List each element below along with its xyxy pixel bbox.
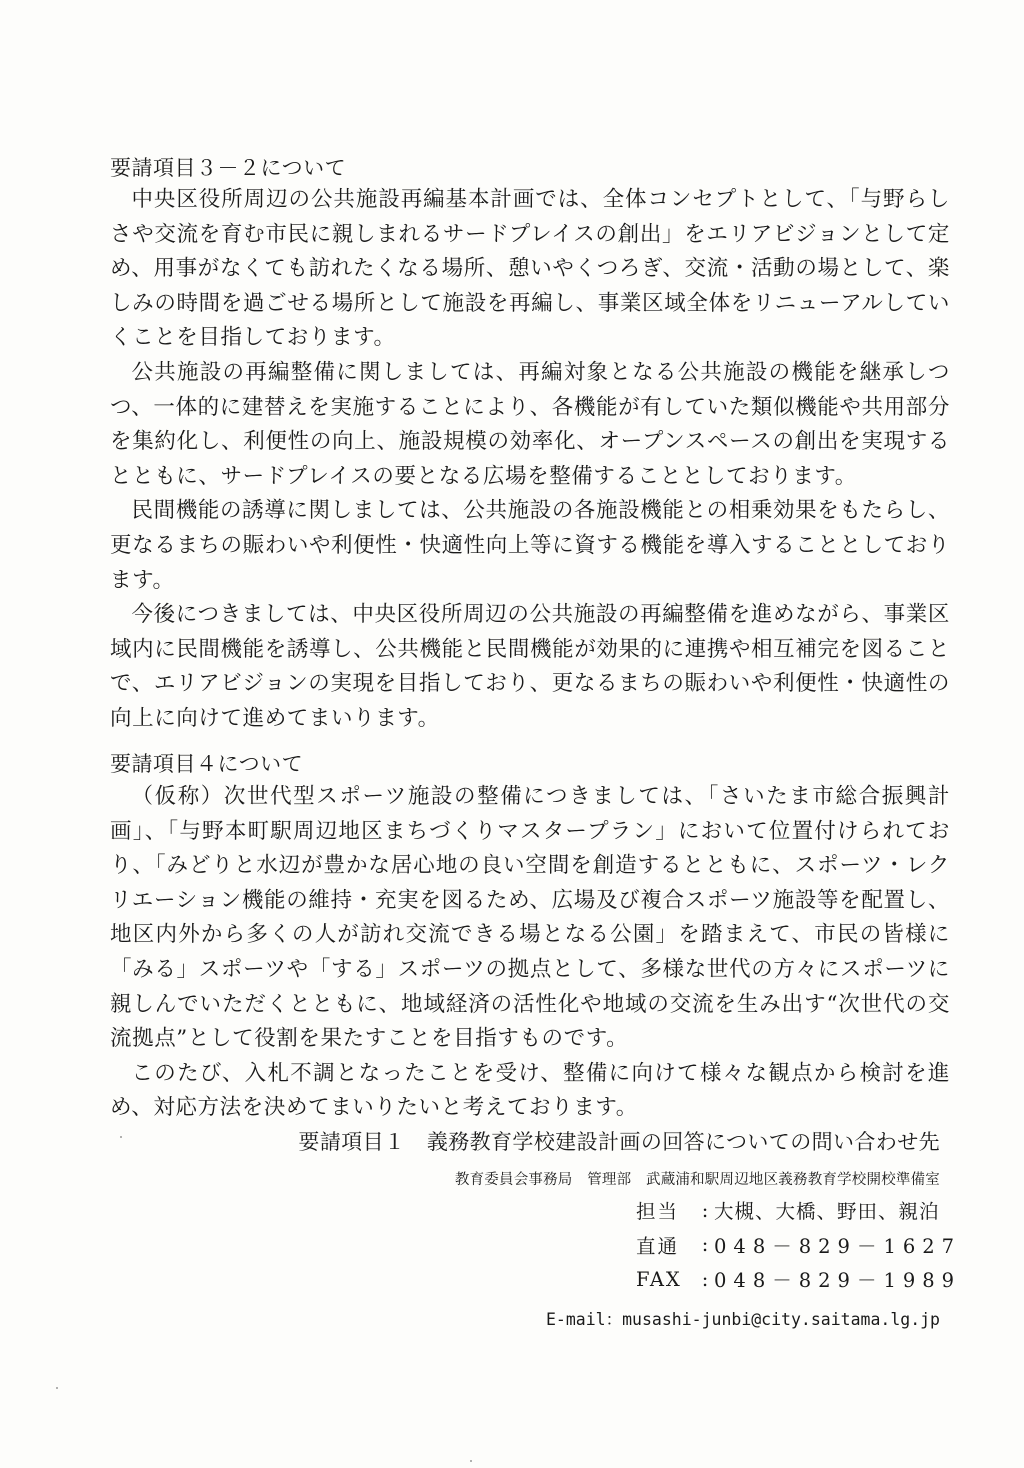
email-address[interactable]: musashi-junbi@city.saitama.lg.jp [622,1310,940,1329]
paragraph: 中央区役所周辺の公共施設再編基本計画では、全体コンセプトとして、「与野らしさや交流を育む市民に親しまれるサードプレイスの創出」をエリアビジョンとして定め、用事がなくても訪れたくなる場所、憩いやくつろぎ、交流・活動の場として、楽しみの時間を過ごせる場所として施設を再編し、事業区域全体をリニューアルしていくことを目指しております。 [110,187,950,351]
paragraph: このたび、入札不調となったことを受け、整備に向けて様々な観点から検討を進め、対応方法を決めてまいりたいと考えております。 [110,1060,950,1121]
section-heading-4: 要請項目４について [110,752,304,776]
section-heading-3-2: 要請項目３－２について [110,156,347,180]
contact-details [636,1193,961,1297]
colon: : [701,1267,709,1291]
scan-speck [470,1460,472,1462]
contact-header [298,1126,940,1189]
paragraph: （仮称）次世代型スポーツ施設の整備につきましては、「さいたま市総合振興計画」、「与野本町駅周辺地区まちづくりマスタープラン」において位置付けられており、「みどりと水辺が豊かな居心地の良い空間を創造するとともに、スポーツ・レクリエーション機能の維持・充実を図るため、広場及び複合スポーツ施設等を配置し、地区内外から多くの人が訪れ交流できる場となる公園」を踏まえて、市民の皆様に「みる」スポーツや「する」スポーツの拠点として、多様な世代の方々にスポーツに親しんでいただくとともに、地域経済の活性化や地域の交流を生み出す“次世代の交流拠点”として役割を果たすことを目指すものです。 [110,784,950,1052]
colon: : [701,1198,709,1222]
paragraph: 民間機能の誘導に関しましては、公共施設の各施設機能との相乗効果をもたらし、更なるまちの賑わいや利便性・快適性向上等に資する機能を導入することとしております。 [110,498,950,593]
colon: : [701,1233,709,1257]
contact-email [546,1306,940,1330]
paragraph: 今後につきましては、中央区役所周辺の公共施設の再編整備を進めながら、事業区域内に民間機能を誘導し、公共機能と民間機能が効果的に連携や相互補完を図ることで、エリアビジョンの実現を目指しており、更なるまちの賑わいや利便性・快適性の向上に向けて進めてまいります。 [110,602,950,731]
contact-value: 048－829－1989 [714,1269,962,1293]
contact-value: 大槻、大橋、野田、親泊 [714,1200,940,1224]
scan-speck [120,1136,122,1138]
paragraph: 公共施設の再編整備に関しましては、再編対象となる公共施設の機能を継承しつつ、一体的に建替えを実施することにより、各機能が有していた類似機能や共用部分を集約化し、利便性の向上、施設規模の効率化、オープンスペースの創出を実現するとともに、サードプレイスの要となる広場を整備することとしております。 [110,359,950,489]
colon: ： [605,1310,623,1329]
contact-value: 048－829－1627 [714,1234,962,1258]
contact-title: 要請項目１ 義務教育学校建設計画の回答についての問い合わせ先 [298,1130,940,1154]
email-label: E-mail [546,1310,606,1329]
section-body-3-2 [110,183,950,737]
contact-label: 担当 [636,1200,680,1224]
contact-department: 教育委員会事務局 管理部 武蔵浦和駅周辺地区義務教育学校開校準備室 [454,1172,940,1188]
contact-label: 直通 [636,1234,680,1258]
contact-label: FAX [636,1267,682,1291]
contact-row-fax [636,1262,961,1297]
scan-speck [56,1387,58,1389]
contact-row-person [636,1193,961,1228]
contact-row-phone [636,1228,961,1263]
section-body-4 [110,780,950,1126]
